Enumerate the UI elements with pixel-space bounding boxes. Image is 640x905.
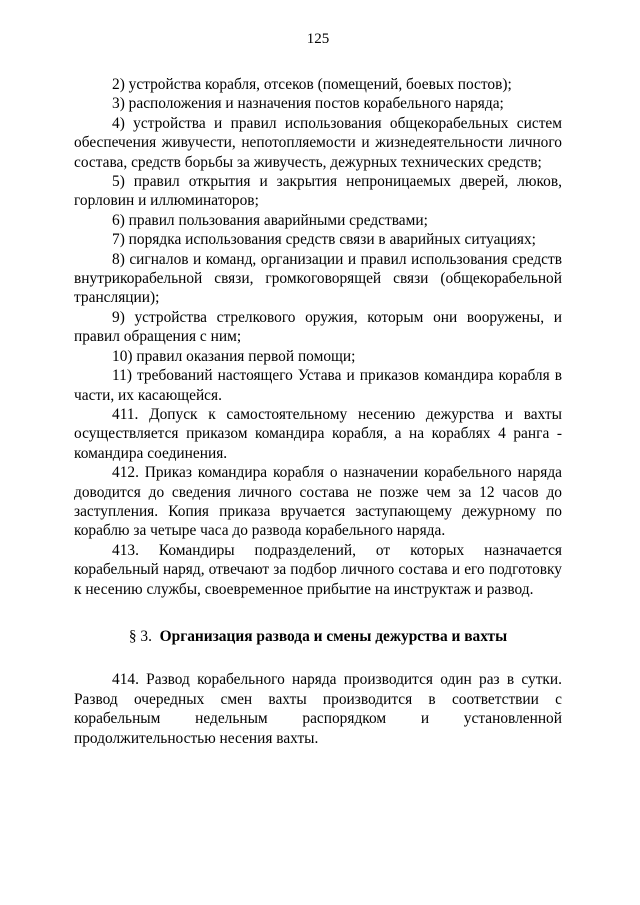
- list-item-11: 11) требований настоящего Устава и приказов командира корабля в части, их касающейся.: [74, 367, 562, 404]
- article-413: 413. Командиры подразделений, от которых назначается корабельный наряд, отвечают за подбор личного состава и его подготовку к несению службы, своевременное прибытие на инструктаж и развод.: [74, 541, 562, 598]
- document-page: [74, 0, 562, 905]
- list-item-6: 6) правил пользования аварийными средствами;: [112, 211, 428, 229]
- document-body: [74, 75, 562, 748]
- page-number: 125: [306, 31, 330, 47]
- list-item-8: 8) сигналов и команд, организации и правил использования средств внутрикорабельной связи, громкоговорящей связи (общекорабельной трансляции);: [74, 250, 562, 307]
- list-item-4: 4) устройства и правил использования общекорабельных систем обеспечения живучести, непотопляемости и жизнедеятельности личного состава, средств борьбы за живучесть, дежурных технических средств;: [74, 114, 562, 171]
- list-item-5: 5) правил открытия и закрытия непроницаемых дверей, люков, горловин и иллюминаторов;: [74, 173, 562, 210]
- article-412: 412. Приказ командира корабля о назначении корабельного наряда доводится до сведения личного состава не позже чем за 12 часов до заступления. Копия приказа вручается заступающему дежурному по кораблю за четыре часа до развода корабельного наряда.: [74, 464, 562, 540]
- list-item-10: 10) правил оказания первой помощи;: [112, 347, 356, 365]
- section-number: § 3.: [128, 627, 152, 645]
- section-title: Организация развода и смены дежурства и вахты: [159, 627, 508, 645]
- list-item-3: 3) расположения и назначения постов корабельного наряда;: [112, 95, 504, 113]
- list-item-9: 9) устройства стрелкового оружия, которым они вооружены, и правил обращения с ним;: [74, 308, 562, 346]
- list-item-2: 2) устройства корабля, отсеков (помещений, боевых постов);: [112, 76, 512, 93]
- section-heading: [74, 627, 562, 646]
- article-414: 414. Развод корабельного наряда производится один раз в сутки. Развод очередных смен вахты производится в соответствии с корабельным недельным распорядком и установленной продолжительностью несения вахты.: [74, 671, 562, 747]
- article-411: 411. Допуск к самостоятельному несению дежурства и вахты осуществляется приказом командира корабля, а на кораблях 4 ранга - командира соединения.: [74, 405, 562, 462]
- list-item-7: 7) порядка использования средств связи в аварийных ситуациях;: [112, 231, 536, 249]
